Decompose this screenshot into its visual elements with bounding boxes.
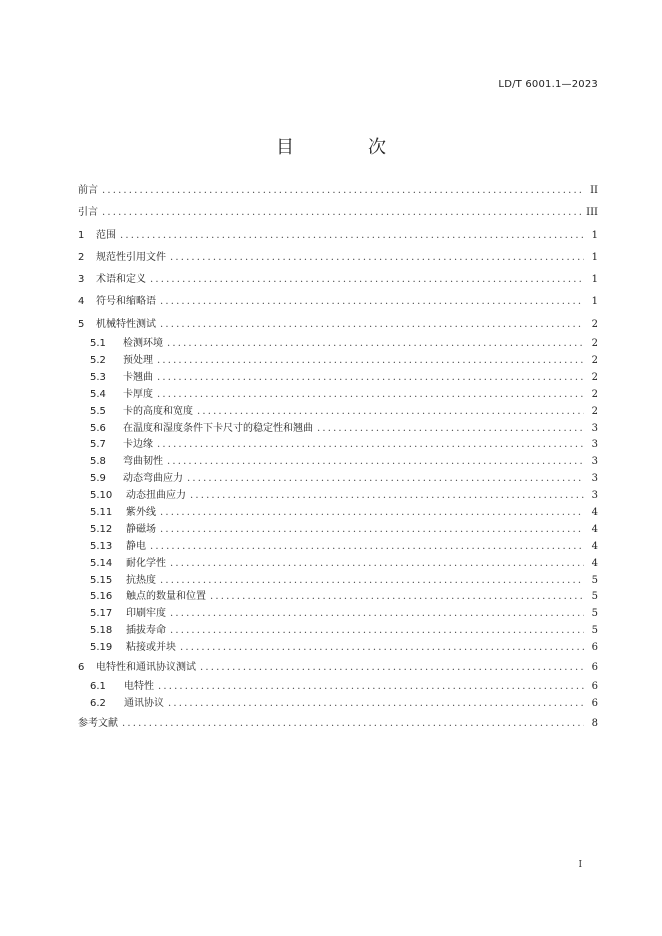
- toc-entry-label: 静电: [126, 540, 146, 552]
- toc-entry-label: 通讯协议: [124, 698, 164, 710]
- toc-entry-label: 动态扭曲应力: [126, 490, 186, 502]
- dot-leader: [122, 713, 584, 735]
- toc-entry-page: 5: [591, 625, 598, 637]
- toc-entry-page: 5: [591, 608, 598, 620]
- toc-entry-number: 5.16: [90, 591, 113, 603]
- toc-entry-page: 3: [591, 422, 598, 434]
- toc-entry-label: 术语和定义: [96, 274, 146, 286]
- toc-entry-number: 1: [78, 229, 85, 241]
- toc-entry-label: 引言: [78, 207, 98, 219]
- toc-entry-number: 5.14: [90, 557, 113, 569]
- toc-entry[interactable]: [78, 505, 598, 522]
- toc-entry[interactable]: [78, 606, 598, 623]
- toc-entry-page: 8: [591, 718, 598, 730]
- toc-entry[interactable]: [78, 353, 598, 370]
- toc-entry[interactable]: [78, 556, 598, 573]
- dot-leader: [170, 556, 584, 573]
- toc-entry-number: 5.5: [90, 405, 106, 417]
- toc-entry-number: 6.2: [90, 698, 106, 710]
- toc-entry-page: 1: [591, 251, 598, 263]
- toc-entry-label: 检测环境: [123, 338, 163, 350]
- toc-entry[interactable]: [78, 573, 598, 590]
- dot-leader: [150, 539, 584, 556]
- toc-entry-number: 5.3: [90, 371, 106, 383]
- toc-entry-number: 5.19: [90, 642, 113, 654]
- dot-leader: [102, 180, 584, 202]
- dot-leader: [317, 421, 584, 438]
- toc-entry-label: 耐化学性: [126, 557, 166, 569]
- toc-entry-page: 1: [591, 274, 598, 286]
- dot-leader: [120, 225, 584, 247]
- toc-entry-number: 5.18: [90, 625, 113, 637]
- dot-leader: [197, 404, 584, 421]
- dot-leader: [187, 471, 584, 488]
- toc-entry-label: 参考文献: [78, 718, 118, 730]
- toc-entry[interactable]: [78, 539, 598, 556]
- toc-entry-page: 2: [591, 371, 598, 383]
- toc-entry-page: 2: [591, 318, 598, 330]
- toc-entry-page: 4: [591, 557, 598, 569]
- toc-entry-label: 静磁场: [126, 523, 156, 535]
- page-number: I: [578, 860, 582, 870]
- toc-entry-label: 卡边缘: [123, 439, 153, 451]
- toc-entry-page: 3: [591, 473, 598, 485]
- toc-entry-number: 5.7: [90, 439, 106, 451]
- toc-entry-label: 插拔寿命: [126, 625, 166, 637]
- document-code: LD/T 6001.1—2023: [498, 79, 598, 90]
- toc-entry[interactable]: [78, 679, 598, 696]
- toc-entry-page: 1: [591, 296, 598, 308]
- toc-entry-number: 6.1: [90, 681, 106, 693]
- toc-entry[interactable]: [78, 713, 598, 735]
- toc-entry[interactable]: [78, 657, 598, 679]
- toc-entry-label: 电特性和通讯协议测试: [96, 662, 196, 673]
- toc-entry-number: 5.13: [90, 540, 113, 552]
- toc-entry-number: 5.4: [90, 388, 106, 400]
- toc-entry-label: 卡厚度: [123, 388, 153, 400]
- dot-leader: [160, 522, 584, 539]
- toc-entry-label: 符号和缩略语: [96, 296, 156, 308]
- toc-entry-label: 紫外线: [126, 506, 156, 518]
- toc-entry-label: 触点的数量和位置: [126, 591, 206, 603]
- dot-leader: [157, 370, 584, 387]
- toc-entry-label: 规范性引用文件: [96, 251, 166, 263]
- toc-entry[interactable]: [78, 454, 598, 471]
- table-of-contents: [78, 180, 598, 735]
- toc-entry-number: 5.11: [90, 506, 113, 518]
- dot-leader: [190, 488, 584, 505]
- toc-entry-label: 弯曲韧性: [123, 456, 163, 468]
- dot-leader: [180, 640, 584, 657]
- toc-entry-label: 粘接或并块: [126, 642, 176, 654]
- toc-entry-number: 5.10: [90, 490, 113, 502]
- toc-entry[interactable]: [78, 404, 598, 421]
- toc-entry-number: 4: [78, 296, 85, 308]
- toc-entry-page: 2: [591, 338, 598, 350]
- toc-entry[interactable]: [78, 471, 598, 488]
- dot-leader: [160, 505, 584, 522]
- dot-leader: [170, 247, 584, 269]
- toc-entry-label: 预处理: [123, 354, 153, 366]
- toc-entry-page: 1: [591, 229, 598, 241]
- toc-entry[interactable]: [78, 180, 598, 202]
- toc-entry-page: 2: [591, 388, 598, 400]
- dot-leader: [157, 387, 584, 404]
- toc-entry[interactable]: [78, 314, 598, 336]
- toc-entry-page: 2: [591, 405, 598, 417]
- toc-entry[interactable]: [78, 437, 598, 454]
- toc-entry[interactable]: [78, 370, 598, 387]
- toc-entry-label: 卡的高度和宽度: [123, 405, 193, 417]
- toc-entry[interactable]: [78, 202, 598, 224]
- toc-entry-page: II: [590, 185, 598, 196]
- toc-entry[interactable]: [78, 488, 598, 505]
- toc-entry[interactable]: [78, 589, 598, 606]
- toc-entry-number: 6: [78, 662, 85, 673]
- toc-entry-label: 动态弯曲应力: [123, 473, 183, 485]
- toc-entry-page: 3: [591, 456, 598, 468]
- toc-entry[interactable]: [78, 623, 598, 640]
- dot-leader: [160, 291, 584, 313]
- toc-entry[interactable]: [78, 247, 598, 269]
- toc-entry-label: 前言: [78, 185, 98, 196]
- toc-entry-label: 机械特性测试: [96, 318, 156, 330]
- toc-entry[interactable]: [78, 225, 598, 247]
- dot-leader: [160, 573, 584, 590]
- toc-entry-page: 2: [591, 354, 598, 366]
- dot-leader: [150, 269, 584, 291]
- dot-leader: [170, 623, 584, 640]
- toc-entry-number: 5.1: [90, 338, 106, 350]
- toc-entry-number: 5.2: [90, 354, 106, 366]
- dot-leader: [157, 353, 584, 370]
- toc-entry-page: 4: [591, 506, 598, 518]
- dot-leader: [160, 314, 584, 336]
- toc-entry[interactable]: [78, 696, 598, 713]
- toc-entry-page: 4: [591, 540, 598, 552]
- toc-entry-number: 5.17: [90, 608, 113, 620]
- toc-entry[interactable]: [78, 421, 598, 438]
- toc-entry-page: 6: [591, 662, 598, 673]
- toc-entry-label: 电特性: [124, 681, 154, 693]
- toc-entry-label: 印刷牢度: [126, 608, 166, 620]
- dot-leader: [168, 696, 584, 713]
- toc-entry-page: III: [586, 207, 598, 219]
- dot-leader: [167, 454, 584, 471]
- toc-entry-number: 5.12: [90, 523, 113, 535]
- toc-entry-page: 3: [591, 490, 598, 502]
- toc-entry-page: 6: [591, 642, 598, 654]
- toc-entry-page: 3: [591, 439, 598, 451]
- toc-entry-page: 6: [591, 681, 598, 693]
- toc-entry-page: 6: [591, 698, 598, 710]
- dot-leader: [210, 589, 584, 606]
- dot-leader: [158, 679, 584, 696]
- dot-leader: [170, 606, 584, 623]
- toc-entry-number: 5.9: [90, 473, 106, 485]
- toc-entry[interactable]: [78, 291, 598, 313]
- toc-entry[interactable]: [78, 522, 598, 539]
- toc-entry[interactable]: [78, 269, 598, 291]
- dot-leader: [167, 336, 584, 353]
- toc-entry-number: 5.6: [90, 422, 106, 434]
- toc-entry[interactable]: [78, 336, 598, 353]
- dot-leader: [102, 202, 582, 224]
- toc-entry[interactable]: [78, 640, 598, 657]
- toc-entry-number: 5.8: [90, 456, 106, 468]
- toc-entry-page: 5: [591, 574, 598, 586]
- toc-entry-number: 3: [78, 274, 85, 286]
- toc-entry-label: 在温度和湿度条件下卡尺寸的稳定性和翘曲: [123, 422, 313, 434]
- toc-entry-label: 范围: [96, 229, 116, 241]
- toc-title: 目 次: [276, 137, 414, 158]
- toc-entry-page: 4: [591, 523, 598, 535]
- toc-entry-number: 5.15: [90, 574, 113, 586]
- dot-leader: [157, 437, 584, 454]
- toc-entry-page: 5: [591, 591, 598, 603]
- toc-entry-number: 2: [78, 251, 85, 263]
- toc-entry-number: 5: [78, 318, 85, 330]
- toc-entry-label: 卡翘曲: [123, 371, 153, 383]
- dot-leader: [200, 657, 584, 679]
- toc-entry-label: 抗热度: [126, 574, 156, 586]
- toc-entry[interactable]: [78, 387, 598, 404]
